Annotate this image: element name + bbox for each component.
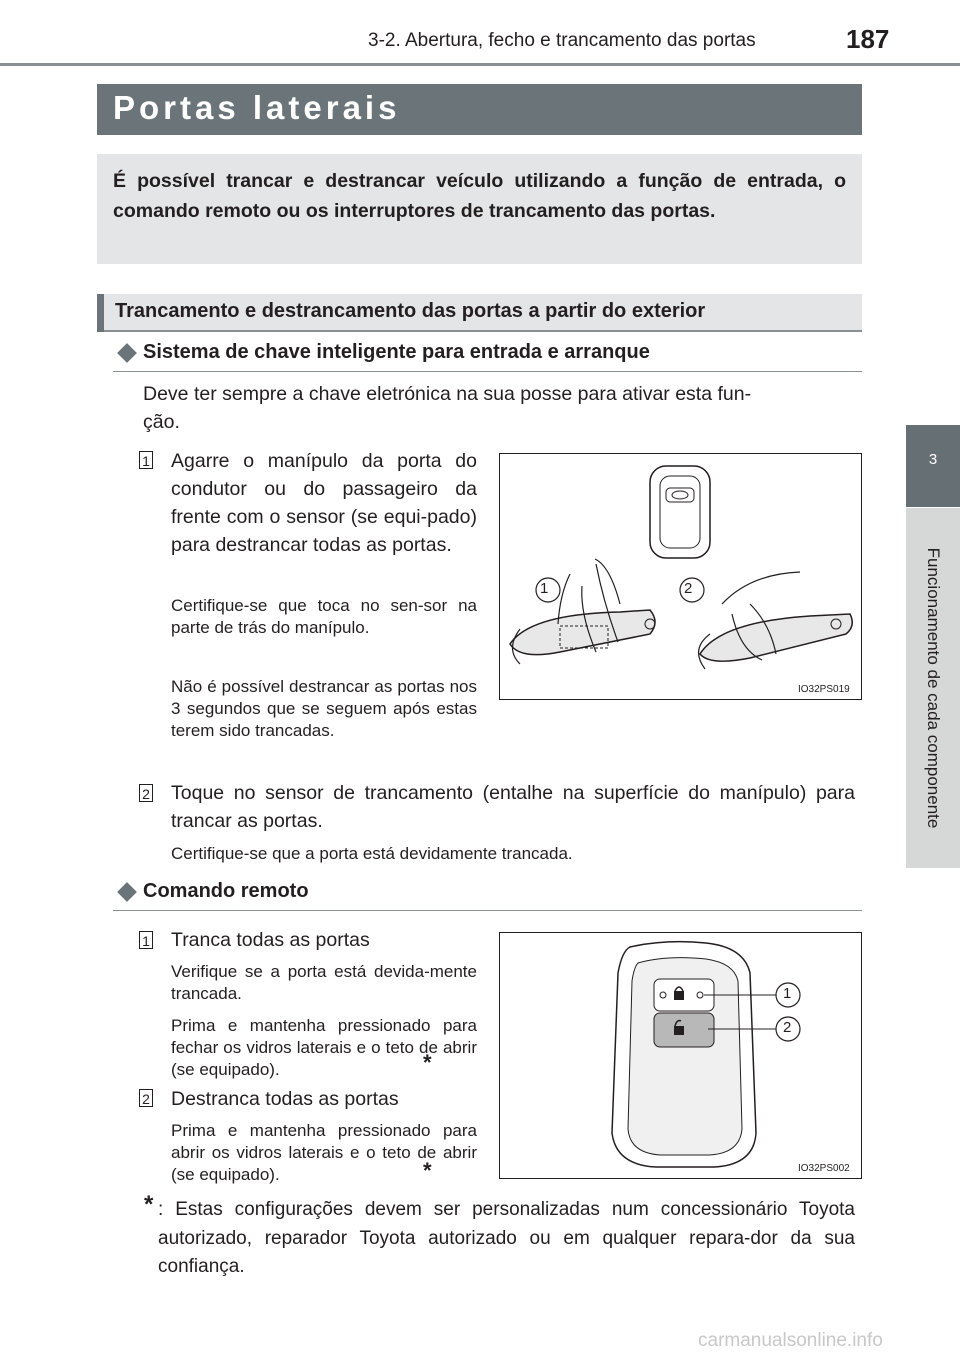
key-remote-figure — [499, 932, 862, 1179]
callout-2: 2 — [783, 1019, 792, 1036]
step-number-badge: 2 — [139, 784, 153, 802]
figure-code: IO32PS002 — [798, 1163, 850, 1174]
remote-step1-note1: Verifique se a porta está devida-mente trancada. — [171, 962, 477, 1003]
step-number-badge: 1 — [139, 931, 153, 949]
remote-step2-text: Destranca todas as portas — [171, 1088, 399, 1110]
chapter-tab-number: 3 — [906, 425, 960, 507]
heading-rule — [113, 371, 862, 372]
footnote-marker: * — [144, 1191, 154, 1218]
page-number: 187 — [846, 24, 890, 54]
heading-rule — [113, 910, 862, 911]
remote-step2-note: Prima e mantenha pressionado para abrir os vidros laterais e o teto de abrir (se equipado). — [171, 1121, 477, 1184]
step-number-badge: 2 — [139, 1089, 153, 1107]
footnote-text: : Estas configurações devem ser personalizadas num concessionário Toyota autorizado, reparador Toyota autorizado ou em qualquer repara-dor da sua confiança. — [158, 1199, 855, 1277]
subheading: Trancamento e destrancamento das portas a partir do exterior — [115, 300, 706, 322]
page-title: Portas laterais — [113, 89, 401, 126]
step-number-badge: 1 — [139, 451, 153, 469]
key-remote-illustration — [500, 933, 860, 1177]
callout-1: 1 — [783, 985, 792, 1002]
asterisk-marker: * — [423, 1158, 432, 1183]
remote-heading: Comando remoto — [143, 880, 309, 902]
running-header: 3-2. Abertura, fecho e trancamento das portas — [368, 30, 756, 51]
figure-code: IO32PS019 — [798, 684, 850, 695]
smart-key-step1-note2: Não é possível destrancar as portas nos 3 segundos que se seguem após estas terem sido trancadas. — [171, 677, 477, 740]
asterisk-marker: * — [423, 1050, 432, 1075]
watermark: carmanualsonline.info — [698, 1330, 883, 1351]
remote-step1-text: Tranca todas as portas — [171, 929, 370, 951]
subheading-marker — [97, 294, 104, 332]
smart-key-step2-text: Toque no sensor de trancamento (entalhe na superfície do manípulo) para trancar as portas. — [171, 782, 855, 832]
callout-1: 1 — [540, 580, 549, 597]
diamond-bullet-icon — [117, 343, 137, 363]
smart-key-step2-note: Certifique-se que a porta está devidamente trancada. — [171, 844, 573, 863]
door-handle-illustration — [500, 454, 860, 698]
smart-key-intro-line1: Deve ter sempre a chave eletrónica na sua posse para ativar esta fun- — [143, 383, 752, 405]
diamond-bullet-icon — [117, 882, 137, 902]
callout-2: 2 — [684, 580, 693, 597]
header-rule — [0, 63, 960, 66]
remote-step1-note2: Prima e mantenha pressionado para fechar os vidros laterais e o teto de abrir (se equipado). — [171, 1016, 477, 1079]
smart-key-heading: Sistema de chave inteligente para entrada e arranque — [143, 341, 650, 363]
smart-key-step1-note1: Certifique-se que toca no sen-sor na parte de trás do manípulo. — [171, 596, 477, 637]
chapter-tab-title: Funcionamento de cada componente — [924, 547, 943, 829]
smart-key-step1-text: Agarre o manípulo da porta do condutor ou do passageiro da frente com o sensor (se equi-pado) para destrancar todas as portas. — [171, 450, 477, 556]
intro-text: É possível trancar e destrancar veículo utilizando a função de entrada, o comando remoto ou os interruptores de trancamento das portas. — [113, 170, 846, 222]
smart-key-intro-line2: ção. — [143, 411, 180, 433]
door-handle-figure — [499, 453, 862, 700]
